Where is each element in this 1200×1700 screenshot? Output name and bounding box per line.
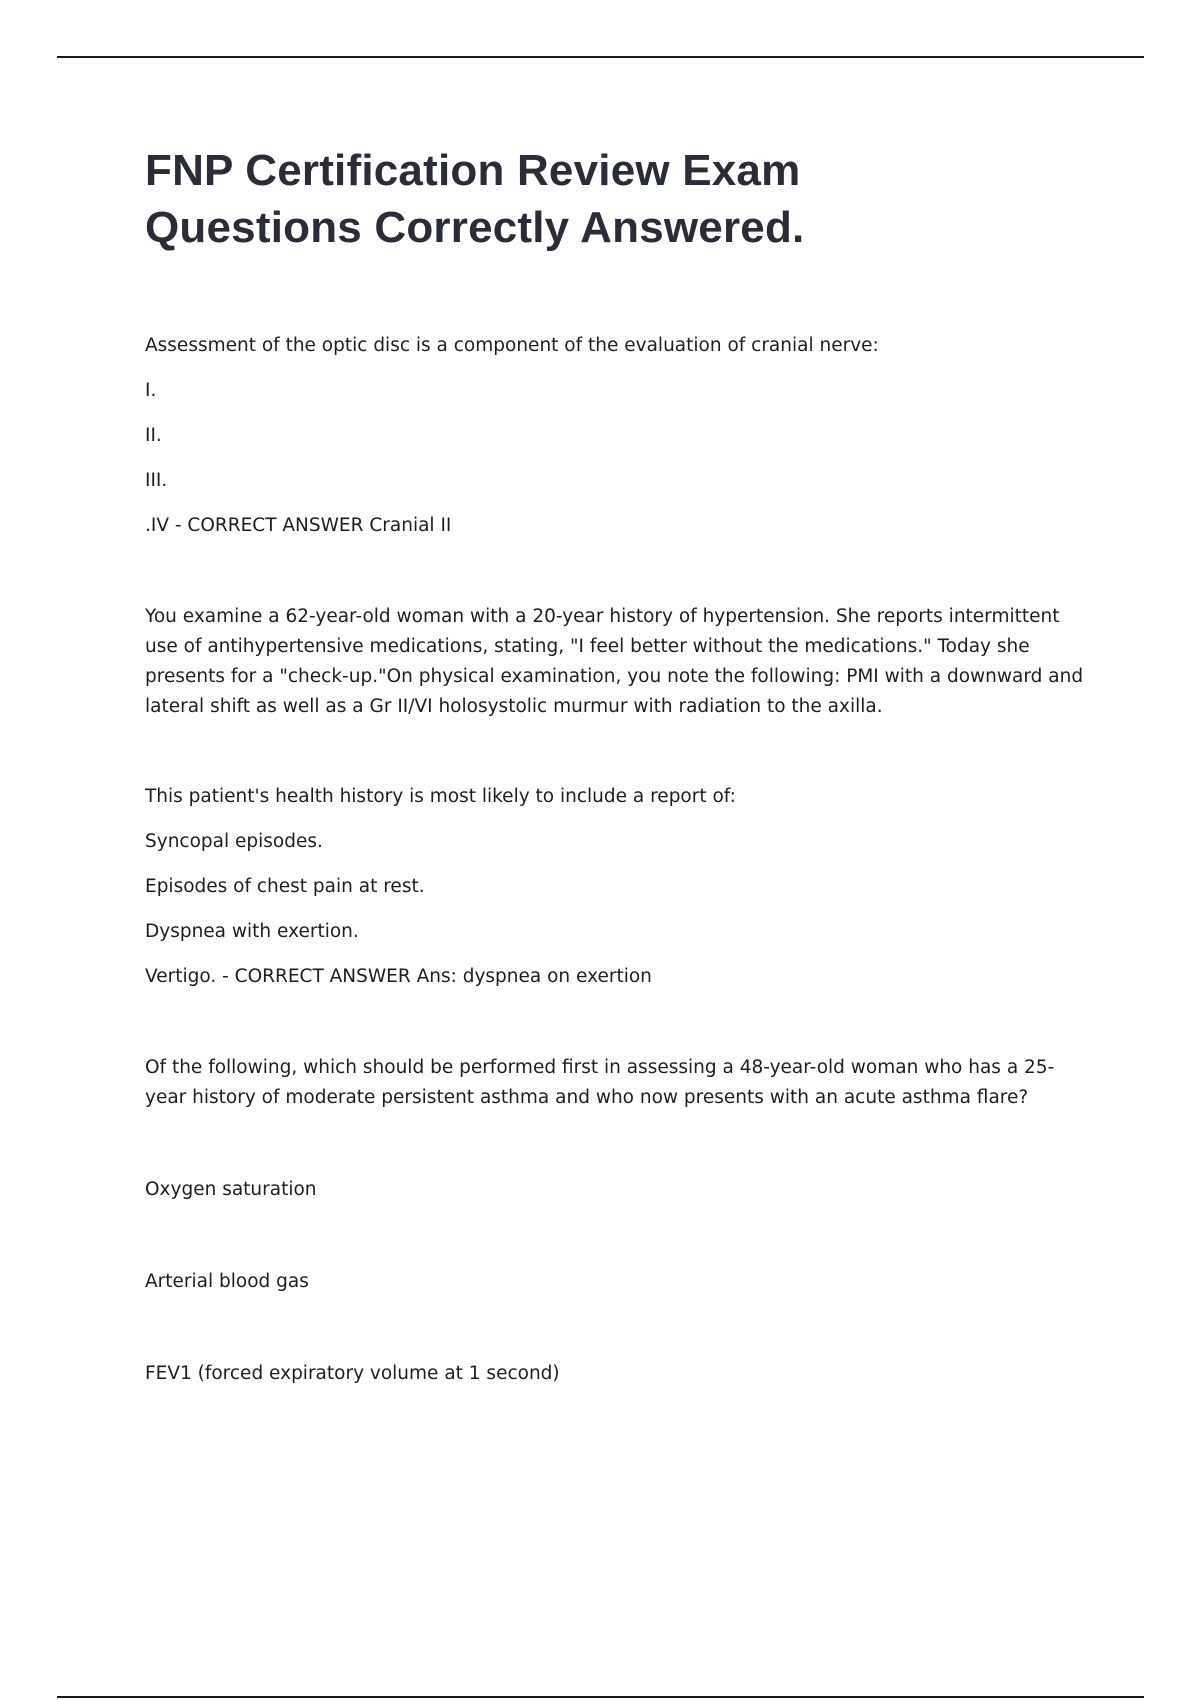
question-2-stem: This patient's health history is most likely to include a report of: <box>145 786 736 807</box>
question-2-option-1: Syncopal episodes. <box>145 831 323 852</box>
question-1-answer: .IV - CORRECT ANSWER Cranial II <box>145 515 452 536</box>
question-3-stem: Of the following, which should be performed first in assessing a 48-year-old woman who has a 25-year history of moderate persistent asthma and who now presents with an acute asthma flare? <box>145 1057 1055 1108</box>
question-3-option-3: FEV1 (forced expiratory volume at 1 second) <box>145 1363 560 1384</box>
question-3 <box>145 1053 1090 1389</box>
question-1-stem: Assessment of the optic disc is a component of the evaluation of cranial nerve: <box>145 335 879 356</box>
document-title <box>145 142 1090 256</box>
top-rule <box>57 56 1144 58</box>
question-1-option-3: III. <box>145 470 168 491</box>
question-2-option-3: Dyspnea with exertion. <box>145 921 359 942</box>
question-3-option-1: Oxygen saturation <box>145 1179 317 1200</box>
title-line-1: FNP Certification Review Exam <box>145 146 801 195</box>
title-line-2: Questions Correctly Answered. <box>145 203 805 252</box>
question-2-option-2: Episodes of chest pain at rest. <box>145 876 425 897</box>
question-1-option-2: II. <box>145 425 162 446</box>
question-3-option-2: Arterial blood gas <box>145 1271 309 1292</box>
question-2 <box>145 602 1090 992</box>
bottom-rule <box>57 1696 1144 1698</box>
question-1-option-1: I. <box>145 380 157 401</box>
question-2-answer: Vertigo. - CORRECT ANSWER Ans: dyspnea on exertion <box>145 966 652 987</box>
page-content <box>145 142 1090 1389</box>
question-1 <box>145 331 1090 541</box>
question-2-scenario: You examine a 62-year-old woman with a 20-year history of hypertension. She reports intermittent use of antihypertensive medications, stating, "I feel better without the medications." Today she presents for a "check-up."On physical examination, you note the following: PMI with a downward and lateral shift as well as a Gr II/VI holosystolic murmur with radiation to the axilla. <box>145 606 1084 717</box>
